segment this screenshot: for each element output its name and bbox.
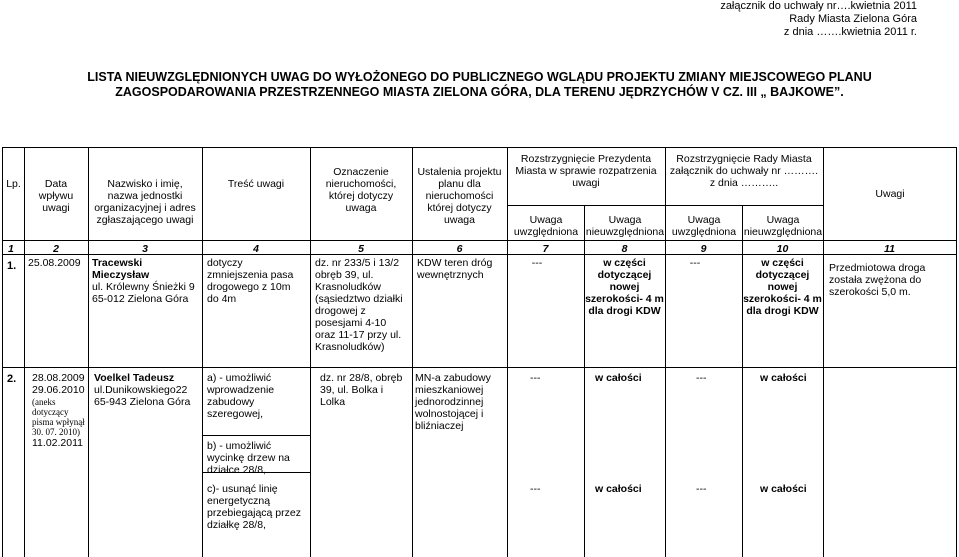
row-1-oznaczenie: dz. nr 233/5 i 13/2 obręb 39, ul. Krasnoludków (sąsiedztwo działki drogowej z posesjami 4-10 oraz 11-17 przy ul. Krasnoludków) [315, 257, 403, 353]
col-line [2, 147, 3, 557]
title-line-1: LISTA NIEUWZGLĘDNIONYCH UWAG DO WYŁOŻONEGO DO PUBLICZNEGO WGLĄDU PROJEKTU ZMIANY MIEJSCOWEGO PLANU [87, 70, 872, 84]
col-line [507, 147, 508, 557]
row-2-oznaczenie: dz. nr 28/8, obręb 39, ul. Bolka i Lolka [320, 372, 403, 408]
column-number: 4 [253, 243, 259, 255]
row-2-a-rada-nieuwzgl: w całości [760, 372, 807, 384]
table-border-top [2, 147, 957, 148]
row-divider [2, 367, 957, 368]
row-2-name: Voelkel Tadeusz [94, 372, 175, 384]
row-1-pres-uwzgl: --- [531, 257, 543, 269]
row-2-tresc-b: b) - umożliwić wycinkę drzew na działce 28/8, [207, 440, 290, 476]
row-1-tresc: dotyczy zmniejszenia pasa drogowego z 10m do 4m [207, 257, 294, 305]
col-line [310, 147, 311, 557]
column-number: 10 [776, 243, 789, 255]
document-title [0, 70, 959, 100]
header-rada: Rozstrzygnięcie Rady Miasta załącznik do uchwały nr ………. z dnia ……….. [669, 153, 819, 189]
row-1-address: ul. Królewny Śnieżki 9 65-012 Zielona Góra [92, 281, 195, 305]
header-pres-uwzgl: Uwaga uwzględniona [513, 214, 579, 238]
comments-table [2, 147, 957, 557]
attachment-line-1: załącznik do uchwały nr….kwietnia 2011 [720, 0, 917, 12]
attachment-line-2: Rady Miasta Zielona Góra [789, 13, 917, 25]
title-line-2: ZAGOSPODAROWANIA PRZESTRZENNEGO MIASTA ZIELONA GÓRA, DLA TERENU JĘDRZYCHÓW V CZ. III „ BAJKOWE”. [115, 85, 844, 99]
row-1-name: Tracewski Mieczysław [92, 257, 150, 281]
col-line [88, 147, 89, 557]
row-2-c-rada-nieuwzgl: w całości [760, 483, 807, 495]
row-2-lp: 2. [7, 373, 17, 385]
col-line [412, 147, 413, 557]
header-lp: Lp. [6, 178, 21, 190]
row-2-c-pres-uwzgl: --- [530, 483, 541, 495]
column-number: 3 [142, 243, 148, 255]
col-line [202, 147, 203, 557]
col-line [665, 147, 666, 557]
header-oznaczenie: Oznaczenie nieruchomości, której dotyczy uwaga [325, 166, 397, 214]
column-number: 2 [53, 243, 59, 255]
row-2-c-rada-uwzgl: --- [696, 483, 707, 495]
row-2-date-3: 11.02.2011 [32, 437, 83, 449]
row-1-rada-nieuwzgl: w części dotyczącej nowej szerokości- 4 m dla drogi KDW [743, 257, 822, 317]
col-line [956, 147, 957, 557]
row-2-a-pres-nieuwzgl: w całości [595, 372, 642, 384]
row-1-date: 25.08.2009 [28, 257, 81, 269]
header-ustalenia: Ustalenia projektu planu dla nieruchomości której dotyczy uwaga [417, 166, 502, 226]
header-rada-nieuwzgl: Uwaga nieuwzględniona [743, 214, 823, 238]
row-2-c-pres-nieuwzgl: w całości [595, 483, 642, 495]
header-rada-uwzgl: Uwaga uwzględniona [671, 214, 737, 238]
column-number: 9 [700, 243, 707, 255]
row-2-date-1: 28.08.2009 [32, 372, 85, 384]
col-line [823, 147, 824, 557]
header-pres-nieuwzgl: Uwaga nieuwzględniona [585, 214, 665, 238]
tresc-divider-1 [202, 435, 310, 436]
row-1-uwagi: Przedmiotowa droga została zwężona do szerokości 5,0 m. [829, 262, 926, 298]
header-nazwisko: Nazwisko i imię, nazwa jednostki organizacyjnej i adres zgłaszającego uwagi [94, 178, 196, 226]
header-uwagi: Uwagi [875, 188, 905, 200]
row-2-tresc-c: c)- usunąć linię energetyczną przebiegającą przez działkę 28/8, [207, 483, 301, 531]
row-2-ustalenia: MN-a zabudowy mieszkaniowej jednorodzinnej wolnostojącej i bliźniaczej [415, 372, 491, 432]
row-2-address: ul.Dunikowskiego22 65-943 Zielona Góra [94, 384, 191, 408]
header-divider [2, 240, 957, 241]
row-2-a-rada-uwzgl: --- [696, 372, 707, 384]
row-1-pres-nieuwzgl: w części dotyczącej nowej szerokości- 4 m dla drogi KDW [585, 257, 664, 317]
row-1-rada-uwzgl: --- [689, 257, 701, 269]
column-number: 1 [8, 243, 14, 255]
row-2-date-2: 29.06.2010 [32, 384, 85, 396]
column-number: 5 [358, 243, 364, 255]
attachment-line-3: z dnia …….kwietnia 2011 r. [783, 26, 917, 38]
column-number: 7 [542, 243, 549, 255]
header-tresc: Treść uwagi [227, 178, 285, 190]
col-line [24, 147, 25, 557]
attachment-header [720, 0, 917, 39]
column-number: 11 [884, 243, 895, 255]
row-2-a-pres-uwzgl: --- [530, 372, 541, 384]
column-number: 6 [456, 243, 463, 255]
row-1-ustalenia: KDW teren dróg wewnętrznych [417, 257, 493, 281]
row-1-lp: 1. [7, 260, 17, 272]
header-prezydent: Rozstrzygnięcie Prezydenta Miasta w sprawie rozpatrzenia uwagi [515, 153, 657, 189]
row-2-tresc-a: a) - umożliwić wprowadzenie zabudowy szeregowej, [207, 372, 275, 420]
column-number: 8 [621, 243, 628, 255]
row-2-aneks-note: (aneks dotyczący pisma wpłynął 30. 07. 2010) [32, 397, 85, 437]
header-data: Data wpływu uwagi [38, 178, 74, 214]
